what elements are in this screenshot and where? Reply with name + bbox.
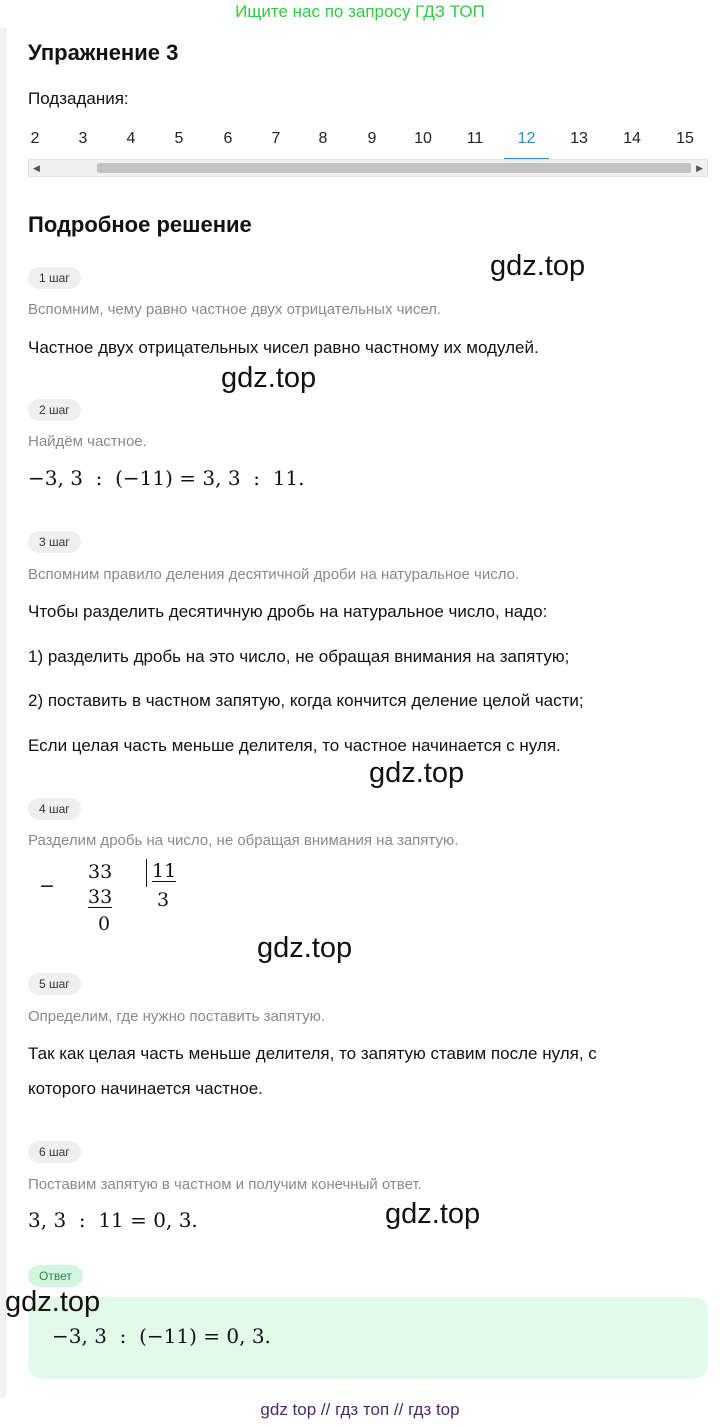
- scroll-left-arrow-icon[interactable]: ◀: [33, 163, 40, 173]
- step-4-hint: Разделим дробь на число, не обращая внимания на запятую.: [28, 832, 459, 849]
- top-banner[interactable]: Ищите нас по запросу ГДЗ ТОП: [235, 2, 485, 21]
- division-minus-sign: −: [39, 875, 55, 897]
- step-3-line-1: Чтобы разделить десятичную дробь на натуральное число, надо:: [28, 602, 548, 621]
- step-6-hint: Поставим запятую в частном и получим конечный ответ.: [28, 1176, 422, 1193]
- step-5-hint: Определим, где нужно поставить запятую.: [28, 1008, 325, 1025]
- step-2-formula: −3, 3 : (−11) = 3, 3 : 11.: [28, 466, 305, 490]
- subtasks-label: Подзадания:: [28, 89, 129, 108]
- tab-8[interactable]: 8: [318, 130, 328, 147]
- step-2-hint: Найдём частное.: [28, 433, 147, 450]
- step-5-badge: 5 шаг: [28, 973, 81, 995]
- step-2-badge: 2 шаг: [28, 399, 81, 421]
- step-5-line-1: Так как целая часть меньше делителя, то запятую ставим после нуля, с: [28, 1044, 597, 1063]
- tab-6[interactable]: 6: [223, 130, 233, 147]
- scroll-thumb[interactable]: [97, 163, 691, 173]
- tab-4[interactable]: 4: [126, 130, 136, 147]
- step-3-line-2: 1) разделить дробь на это число, не обращая внимания на запятую;: [28, 647, 570, 666]
- answer-badge: Ответ: [28, 1265, 83, 1287]
- scroll-right-arrow-icon[interactable]: ▶: [696, 163, 703, 173]
- step-1-hint: Вспомним, чему равно частное двух отрицательных чисел.: [28, 301, 442, 318]
- tab-9[interactable]: 9: [367, 130, 377, 147]
- division-bar: [146, 859, 147, 887]
- tab-11[interactable]: 11: [466, 130, 484, 147]
- tab-12[interactable]: 12: [504, 126, 549, 160]
- watermark: gdz.top: [5, 1286, 101, 1318]
- watermark: gdz.top: [221, 362, 317, 394]
- tab-14[interactable]: 14: [623, 130, 641, 147]
- step-3-hint: Вспомним правило деления десятичной дроби на натуральное число.: [28, 566, 520, 583]
- step-3-badge: 3 шаг: [28, 531, 81, 553]
- division-subtrahend: 33: [88, 886, 113, 908]
- tab-5[interactable]: 5: [174, 130, 184, 147]
- step-4-badge: 4 шаг: [28, 798, 81, 820]
- exercise-title: Упражнение 3: [28, 40, 179, 65]
- long-division: [36, 857, 196, 937]
- step-1-text: Частное двух отрицательных чисел равно частному их модулей.: [28, 338, 539, 357]
- division-divisor: 11: [152, 860, 177, 882]
- step-6-badge: 6 шаг: [28, 1141, 81, 1163]
- watermark: gdz.top: [490, 250, 586, 282]
- step-6-formula: 3, 3 : 11 = 0, 3.: [28, 1208, 198, 1232]
- tab-7[interactable]: 7: [271, 130, 281, 147]
- answer-formula: −3, 3 : (−11) = 0, 3.: [52, 1324, 271, 1348]
- division-dividend: 33: [88, 861, 113, 883]
- division-remainder: 0: [98, 913, 111, 935]
- solution-title: Подробное решение: [28, 212, 252, 237]
- left-edge-strip: [0, 28, 6, 1398]
- tabs-scrollbar[interactable]: [28, 159, 708, 177]
- tab-3[interactable]: 3: [78, 130, 88, 147]
- tab-2[interactable]: 2: [30, 130, 40, 147]
- tab-13[interactable]: 13: [570, 130, 588, 147]
- footer-links[interactable]: gdz top // гдз топ // гдз top: [260, 1400, 460, 1419]
- step-3-line-3: 2) поставить в частном запятую, когда кончится деление целой части;: [28, 691, 584, 710]
- step-3-line-4: Если целая часть меньше делителя, то частное начинается с нуля.: [28, 736, 561, 755]
- tab-15[interactable]: 15: [676, 130, 694, 147]
- step-1-badge: 1 шаг: [28, 267, 81, 289]
- subtask-tabs: [28, 126, 700, 160]
- watermark: gdz.top: [385, 1198, 481, 1230]
- tab-10[interactable]: 10: [414, 130, 432, 147]
- division-quotient: 3: [157, 889, 170, 911]
- step-5-line-2: которого начинается частное.: [28, 1079, 263, 1098]
- watermark: gdz.top: [257, 932, 353, 964]
- watermark: gdz.top: [369, 757, 465, 789]
